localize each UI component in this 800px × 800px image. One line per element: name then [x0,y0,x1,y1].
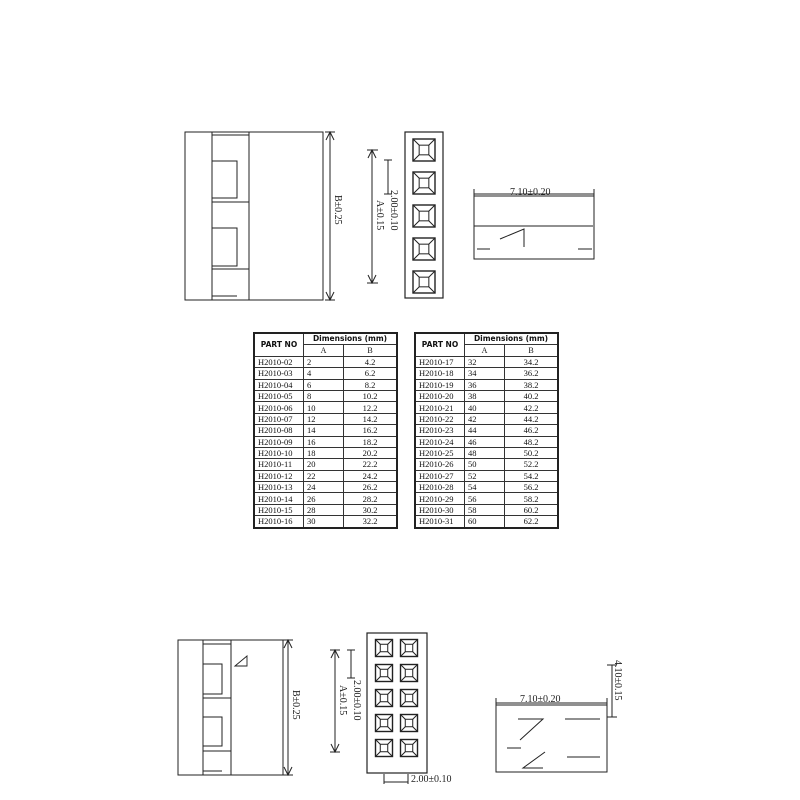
bottom-pitch-horizontal-dimension [384,774,452,785]
table-row [415,356,558,367]
part-number-cell: H2010-25 [415,447,465,458]
dim-b-cell: 14.2 [344,413,398,424]
dim-a-cell: 48 [465,447,505,458]
part-number-cell: H2010-28 [415,482,465,493]
part-table-left [253,332,398,529]
dim-b-cell: 30.2 [344,504,398,515]
dim-b-cell: 40.2 [505,390,559,401]
dim-a-cell: 54 [465,482,505,493]
contact-cavity [413,205,435,227]
dim-a-cell: 22 [304,470,344,481]
dim-a-cell: 6 [304,379,344,390]
top-pitch-label: 2.00±0.10 [388,190,399,231]
part-number-cell: H2010-05 [254,390,304,401]
dim-a-cell: 14 [304,425,344,436]
dim-b-cell: 18.2 [344,436,398,447]
part-number-cell: H2010-27 [415,470,465,481]
part-number-cell: H2010-07 [254,413,304,424]
bottom-a-dimension [330,650,362,752]
table-row [254,390,397,401]
table-row [415,459,558,470]
col-b-header: B [505,345,559,356]
contact-cavity [401,640,418,657]
bottom-a-label: A±0.15 [337,685,348,716]
bottom-width-dimension [496,694,607,708]
top-cavity-column [413,139,435,293]
top-a-label: A±0.15 [374,200,385,231]
dim-a-cell: 30 [304,516,344,528]
dim-a-cell: 42 [465,413,505,424]
dim-a-cell: 4 [304,368,344,379]
table-row [415,493,558,504]
dim-b-cell: 20.2 [344,447,398,458]
col-b-header: B [344,345,398,356]
dim-a-cell: 52 [465,470,505,481]
bottom-side-view [178,640,283,775]
dim-b-cell: 24.2 [344,470,398,481]
dim-b-cell: 10.2 [344,390,398,401]
part-number-cell: H2010-31 [415,516,465,528]
table-row [254,516,397,528]
part-number-cell: H2010-09 [254,436,304,447]
bottom-front-view [367,633,427,773]
table-row [254,425,397,436]
bottom-pitch-vertical-label: 2.00±0.10 [351,680,362,721]
table-row [415,413,558,424]
top-width-dimension [474,187,594,199]
contact-cavity [376,665,393,682]
contact-cavity [376,715,393,732]
part-number-cell: H2010-29 [415,493,465,504]
part-number-cell: H2010-30 [415,504,465,515]
dim-a-cell: 58 [465,504,505,515]
dim-a-cell: 8 [304,390,344,401]
table-row [415,425,558,436]
contact-cavity [401,740,418,757]
dim-b-cell: 16.2 [344,425,398,436]
dim-b-cell: 60.2 [505,504,559,515]
dim-b-cell: 36.2 [505,368,559,379]
dim-a-cell: 60 [465,516,505,528]
contact-cavity [376,740,393,757]
dim-b-cell: 32.2 [344,516,398,528]
dim-a-cell: 28 [304,504,344,515]
table-row [254,482,397,493]
dim-b-cell: 58.2 [505,493,559,504]
dimensions-header: Dimensions (mm) [304,333,398,345]
part-number-cell: H2010-18 [415,368,465,379]
dim-b-cell: 46.2 [505,425,559,436]
top-front-view [405,132,443,298]
table-row [415,368,558,379]
dim-a-cell: 16 [304,436,344,447]
table-row [254,459,397,470]
dim-b-cell: 62.2 [505,516,559,528]
top-b-dimension [325,132,343,300]
table-row [254,368,397,379]
top-width-label: 7.10±0.20 [510,187,551,198]
part-number-cell: H2010-10 [254,447,304,458]
dim-b-cell: 44.2 [505,413,559,424]
table-row [415,390,558,401]
dim-a-cell: 56 [465,493,505,504]
part-no-header: PART NO [254,333,304,356]
dim-b-cell: 6.2 [344,368,398,379]
dim-a-cell: 34 [465,368,505,379]
table-row [415,436,558,447]
part-number-cell: H2010-24 [415,436,465,447]
dim-a-cell: 36 [465,379,505,390]
table-row [254,504,397,515]
dim-a-cell: 20 [304,459,344,470]
dim-b-cell: 8.2 [344,379,398,390]
dim-b-cell: 38.2 [505,379,559,390]
part-number-cell: H2010-21 [415,402,465,413]
top-side-view [185,132,323,300]
dim-b-cell: 52.2 [505,459,559,470]
dim-b-cell: 56.2 [505,482,559,493]
table-row [254,356,397,367]
bottom-height-label: 4.10±0.15 [612,660,623,701]
table-row [254,379,397,390]
part-number-cell: H2010-06 [254,402,304,413]
bottom-pitch-horizontal-label: 2.00±0.10 [411,774,452,785]
col-a-header: A [465,345,505,356]
contact-cavity [413,271,435,293]
table-row [415,516,558,528]
dim-a-cell: 24 [304,482,344,493]
contact-cavity [413,172,435,194]
contact-cavity [401,665,418,682]
part-number-cell: H2010-23 [415,425,465,436]
dim-b-cell: 22.2 [344,459,398,470]
contact-cavity [401,690,418,707]
dimensions-header: Dimensions (mm) [465,333,559,345]
table-row [254,470,397,481]
dim-a-cell: 10 [304,402,344,413]
table-row [415,470,558,481]
dim-a-cell: 40 [465,402,505,413]
part-number-cell: H2010-08 [254,425,304,436]
contact-cavity [413,139,435,161]
dim-b-cell: 26.2 [344,482,398,493]
dim-a-cell: 38 [465,390,505,401]
part-number-cell: H2010-20 [415,390,465,401]
table-row [254,447,397,458]
dim-a-cell: 12 [304,413,344,424]
bottom-height-dimension [607,660,623,717]
table-row [415,504,558,515]
part-number-cell: H2010-17 [415,356,465,367]
table-row [254,493,397,504]
dim-a-cell: 18 [304,447,344,458]
part-number-cell: H2010-04 [254,379,304,390]
table-row [415,402,558,413]
top-b-label: B±0.25 [332,195,343,225]
dim-a-cell: 44 [465,425,505,436]
table-row [254,436,397,447]
top-a-dimension [367,150,399,283]
part-number-cell: H2010-14 [254,493,304,504]
dim-b-cell: 4.2 [344,356,398,367]
dim-a-cell: 26 [304,493,344,504]
table-row [254,402,397,413]
top-end-view [474,196,594,259]
part-number-cell: H2010-03 [254,368,304,379]
dim-b-cell: 34.2 [505,356,559,367]
table-row [415,482,558,493]
contact-cavity [413,238,435,260]
part-no-header: PART NO [415,333,465,356]
part-number-cell: H2010-15 [254,504,304,515]
part-number-cell: H2010-13 [254,482,304,493]
bottom-cavity-grid [376,640,418,757]
part-number-cell: H2010-26 [415,459,465,470]
table-row [415,379,558,390]
dim-a-cell: 32 [465,356,505,367]
dim-b-cell: 50.2 [505,447,559,458]
bottom-b-label: B±0.25 [290,690,301,720]
dim-b-cell: 48.2 [505,436,559,447]
dim-b-cell: 42.2 [505,402,559,413]
col-a-header: A [304,345,344,356]
part-number-cell: H2010-02 [254,356,304,367]
part-number-cell: H2010-11 [254,459,304,470]
table-row [254,413,397,424]
dim-a-cell: 50 [465,459,505,470]
dim-b-cell: 54.2 [505,470,559,481]
dim-b-cell: 28.2 [344,493,398,504]
dim-b-cell: 12.2 [344,402,398,413]
dim-a-cell: 2 [304,356,344,367]
contact-cavity [401,715,418,732]
dim-a-cell: 46 [465,436,505,447]
part-number-cell: H2010-19 [415,379,465,390]
part-table-right [414,332,559,529]
bottom-b-dimension [283,640,301,775]
bottom-width-label: 7.10±0.20 [520,694,561,705]
table-row [415,447,558,458]
contact-cavity [376,640,393,657]
part-number-cell: H2010-16 [254,516,304,528]
contact-cavity [376,690,393,707]
part-number-cell: H2010-12 [254,470,304,481]
bottom-end-view [496,705,607,772]
part-number-cell: H2010-22 [415,413,465,424]
